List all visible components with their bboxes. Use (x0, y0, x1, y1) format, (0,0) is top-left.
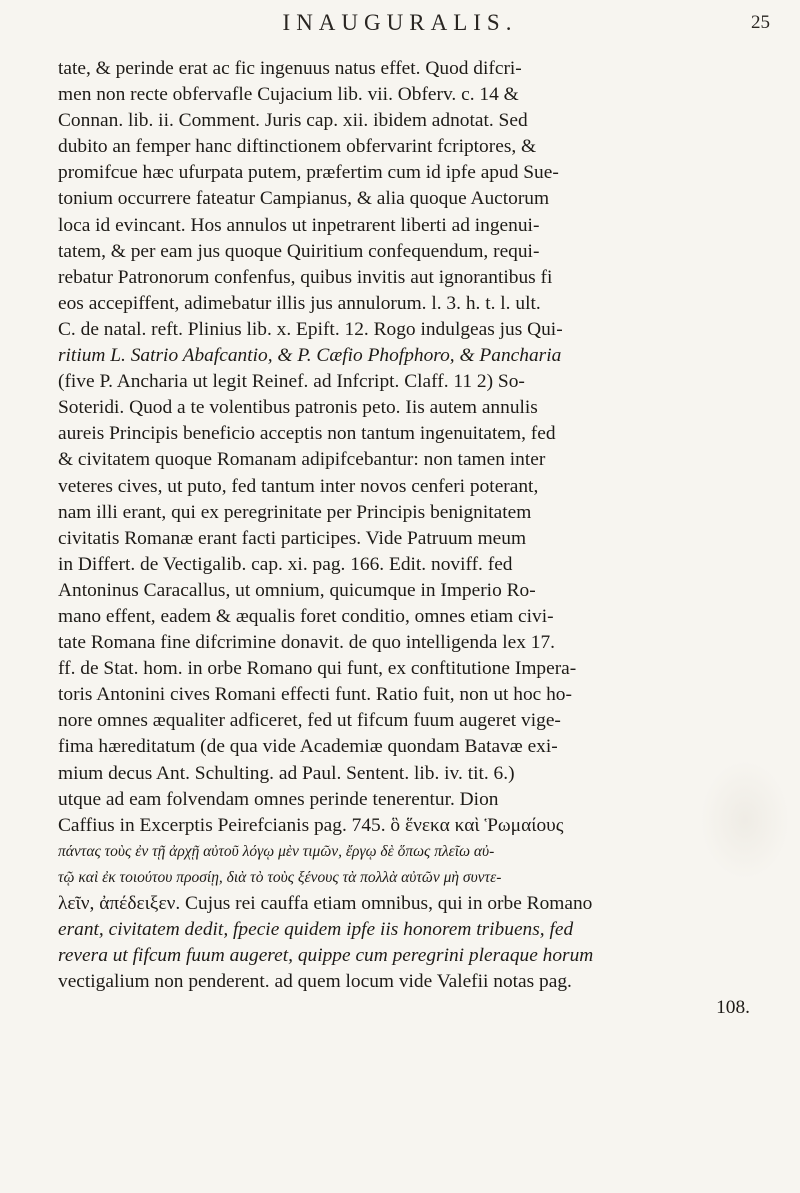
text-line: utque ad eam folvendam omnes perinde tenerentur. Dion (58, 788, 499, 810)
text-line: nore omnes æqualiter adficeret, fed ut fifcum fuum augeret vige- (58, 710, 561, 732)
text-line: aureis Principis beneficio acceptis non tantum ingenuitatem, fed (58, 423, 556, 445)
text-line: C. de natal. reft. Plinius lib. x. Epift. 12. Rogo indulgeas jus Qui- (58, 318, 563, 340)
text-line: in Differt. de Vectigalib. cap. xi. pag. 166. Edit. noviff. fed (58, 553, 513, 575)
text-line: tonium occurrere fateatur Campianus, & alia quoque Auctorum (58, 188, 550, 210)
paper-stain (700, 760, 790, 880)
text-line: 108. (716, 997, 750, 1019)
page-number: 25 (751, 12, 770, 33)
text-line: vectigalium non penderent. ad quem locum vide Valefii notas pag. (58, 971, 572, 993)
text-line: toris Antonini cives Romani effecti funt. Ratio fuit, non ut hoc ho- (58, 684, 572, 706)
text-line: Connan. lib. ii. Comment. Juris cap. xii. ibidem adnotat. Sed (58, 110, 528, 132)
text-line: eos accepiffent, adimebatur illis jus annulorum. l. 3. h. t. l. ult. (58, 292, 541, 314)
text-line: ritium L. Satrio Abafcantio, & P. Cæfio Phofphoro, & Pancharia (58, 345, 562, 367)
text-line: Soteridi. Quod a te volentibus patronis peto. Iis autem annulis (58, 397, 538, 419)
text-line: civitatis Romanæ erant facti participes. Vide Patruum meum (58, 527, 527, 549)
text-line: tate Romana fine difcrimine donavit. de quo intelligenda lex 17. (58, 632, 556, 654)
text-line: promifcue hæc ufurpata putem, præfertim cum id ipfe apud Sue- (58, 162, 559, 184)
text-line: Antoninus Caracallus, ut omnium, quicumque in Imperio Ro- (58, 579, 536, 601)
text-line: loca id evincant. Hos annulos ut inpetrarent liberti ad ingenui- (58, 214, 540, 236)
text-line: fima hæreditatum (de qua vide Academiæ quondam Batavæ exi- (58, 736, 558, 758)
text-line: Caffius in Excerptis Peirefcianis pag. 745. ὃ ἕνεκα καὶ Ῥωμαίους (58, 814, 564, 836)
text-line: veteres cives, ut puto, fed tantum inter novos cenferi poterant, (58, 475, 539, 497)
text-line: & civitatem quoque Romanam adipifcebantur: non tamen inter (58, 449, 546, 471)
text-line: tate, & perinde erat ac fic ingenuus natus effet. Quod difcri- (58, 58, 522, 79)
text-line: nam illi erant, qui ex peregrinitate per Principis benignitatem (58, 501, 532, 523)
text-line: men non recte obfervafle Cujacium lib. vii. Obferv. c. 14 & (58, 84, 519, 106)
text-line: erant, civitatem dedit, fpecie quidem ipfe iis honorem tribuens, fed (58, 919, 574, 941)
text-line: mano effent, eadem & æqualis foret conditio, omnes etiam civi- (58, 605, 554, 627)
running-title: INAUGURALIS. (282, 10, 518, 35)
text-line: dubito an femper hanc diftinctionem obfervarint fcriptores, & (58, 136, 537, 158)
text-line: rebatur Patronorum confenfus, quibus invitis aut ignorantibus fi (58, 266, 553, 288)
text-line: ff. de Stat. hom. in orbe Romano qui funt, ex conftitutione Impera- (58, 658, 577, 680)
greek-text-line: πάντας τοὺς ἐν τῇ ἀρχῇ αὐτοῦ λόγῳ μὲν τιμῶν, ἔργῳ δὲ ὅπως πλεῖω αὐ- (58, 842, 495, 860)
text-line: mium decus Ant. Schulting. ad Paul. Sentent. lib. iv. tit. 6.) (58, 762, 515, 784)
text-line: λεῖν, ἀπέδειξεν. Cujus rei cauffa etiam omnibus, qui in orbe Romano (58, 893, 593, 914)
text-line: (five P. Ancharia ut legit Reinef. ad Infcript. Claff. 11 2) So- (58, 371, 525, 393)
text-line: revera ut fifcum fuum augeret, quippe cum peregrini pleraque horum (58, 945, 594, 967)
body-text (58, 56, 770, 1021)
text-line: tatem, & per eam jus quoque Quiritium confequendum, requi- (58, 240, 540, 262)
greek-text-line: τῷ καὶ ἐκ τοιούτου προσίῃ, διὰ τὸ τοὺς ξένους τὰ πολλὰ αὐτῶν μὴ συντε- (58, 868, 502, 886)
